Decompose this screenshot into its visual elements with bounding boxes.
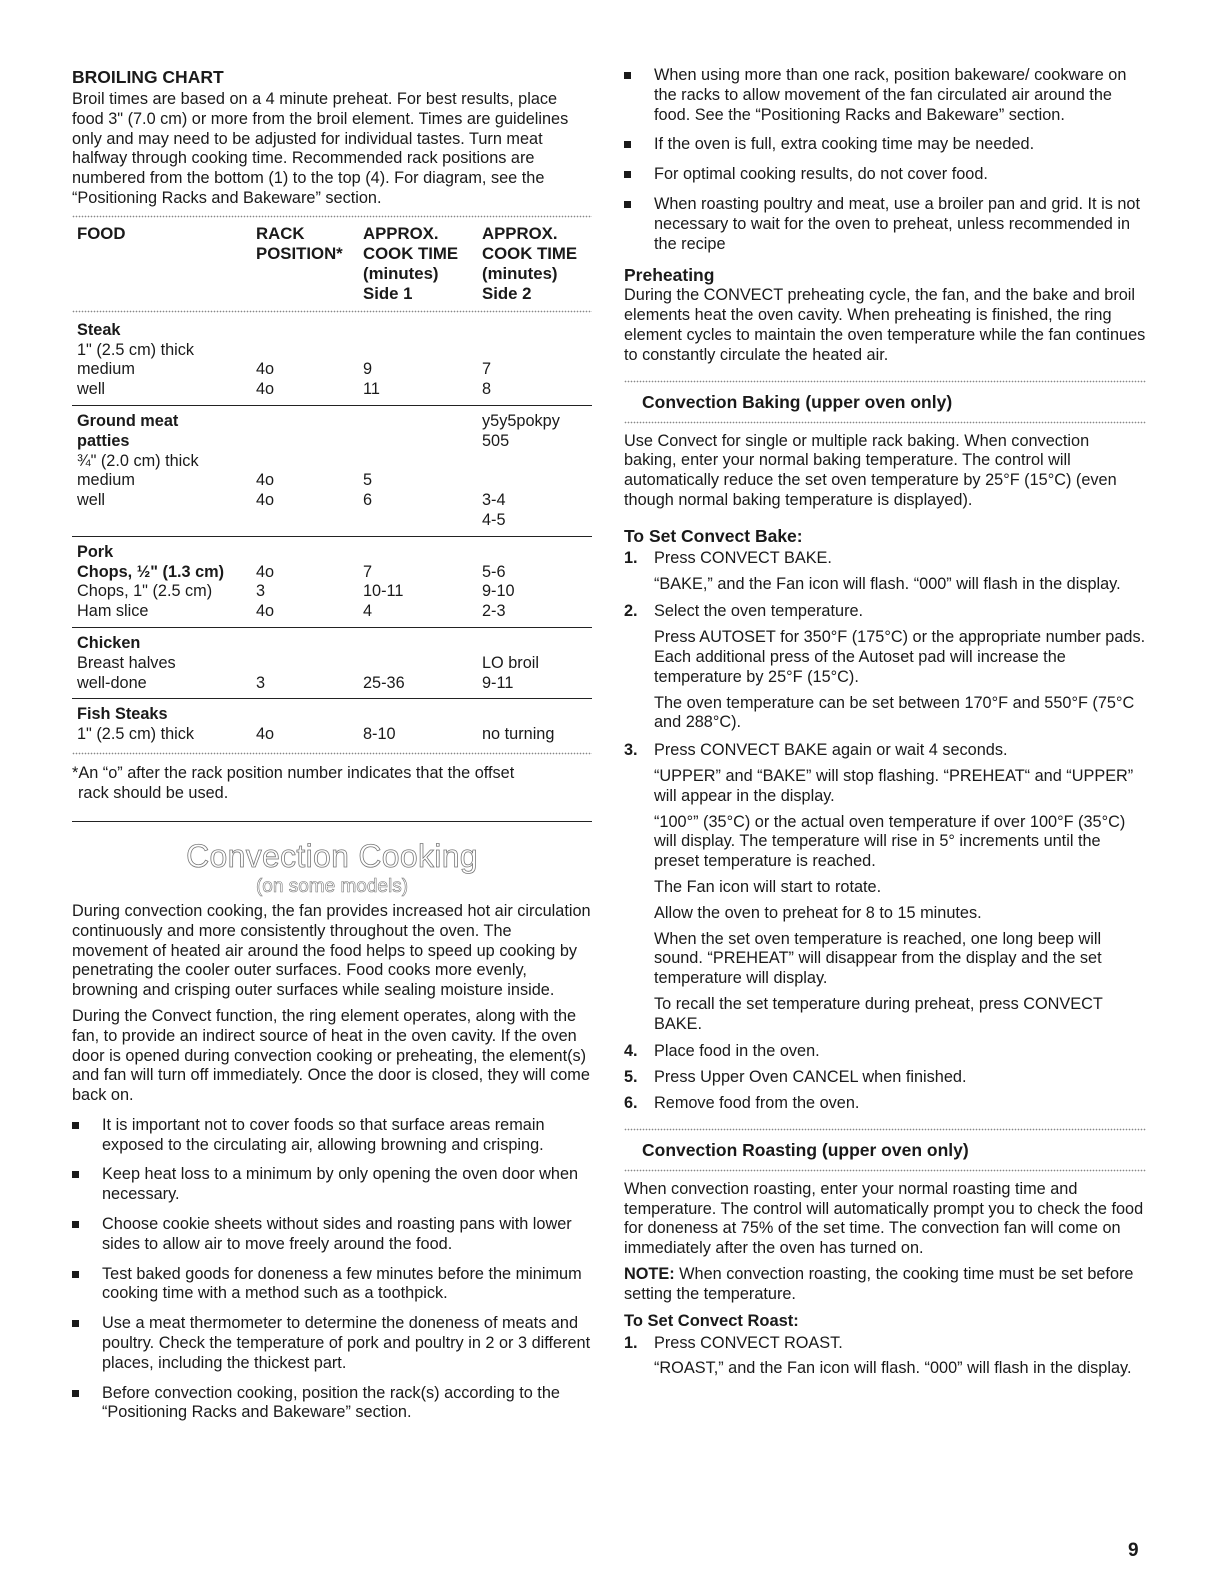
group-fish — [72, 699, 592, 750]
list-item: Use a meat thermometer to determine the doneness of meats and poultry. Check the temperature of pork and poultry in 2 or 3 different places, including the thickest part. — [72, 1314, 592, 1373]
convection-baking-title: Convection Baking (upper oven only) — [642, 391, 953, 412]
convection-cooking-subtitle: (on some models) — [255, 875, 409, 897]
page-number: 9 — [1128, 1540, 1139, 1561]
list-item: 3. Press CONVECT BAKE again or wait 4 seconds. “UPPER” and “BAKE” will stop flashing. “PREHEAT“ and “UPPER” will appear in the display. “100°” (35°C) or the actual oven temperature if over 100°F (35°C) will display. The temperature will rise in 5° increments until the preset temperature is reached. The Fan icon will start to rotate. Allow the oven to preheat for 8 to 15 minutes. When the set oven temperature is reached, one long beep will sound. “PREHEAT” will disappear from the display and the set temperature will display. To recall the set temperature during preheat, press CONVECT BAKE. — [624, 741, 1134, 1033]
convect-roast-steps — [624, 1334, 1146, 1380]
table-footnote: *An “o” after the rack position number indicates that the offset rack should be used. — [72, 763, 515, 802]
table-row: 4-5 — [482, 510, 506, 529]
table-row: Ground meat y5y5pokpy — [77, 411, 560, 430]
bullet-icon — [624, 141, 631, 148]
preheating-title: Preheating — [624, 265, 715, 286]
table-row: well-done 3 25-36 9-11 — [77, 673, 514, 692]
table-header — [72, 220, 592, 308]
table-row: 1" (2.5 cm) thick 4o 8-10 no turning — [77, 725, 555, 744]
table-row: well 4o 11 8 — [77, 380, 492, 399]
divider — [72, 310, 592, 313]
broiling-table — [72, 215, 592, 755]
bullet-icon — [624, 201, 631, 208]
table-row: patties 505 — [77, 431, 510, 450]
list-item: When using more than one rack, position bakeware/ cookware on the racks to allow movement of the fan circulated air around the food. See the “Positioning Racks and Bakeware” section. — [624, 66, 1146, 125]
divider — [624, 421, 1146, 424]
convection-tips-list-continued — [624, 66, 1146, 254]
right-column — [624, 66, 1146, 1379]
divider — [72, 752, 592, 755]
bullet-icon — [72, 1171, 79, 1178]
list-item: 5. Press Upper Oven CANCEL when finished. — [624, 1068, 967, 1087]
bullet-icon — [72, 1271, 79, 1278]
group-steak — [72, 315, 592, 405]
bullet-icon — [72, 1122, 79, 1129]
divider — [624, 380, 1146, 383]
list-item: 2. Select the oven temperature. Press AUTOSET for 350°F (175°C) or the appropriate number pads. Each additional press of the Autoset pad will increase the temperature by 25°F (15°C). The oven temperature can be set between 170°F and 550°F (75°C and 288°C). — [624, 602, 1146, 732]
table-row: well 4o 6 3-4 — [77, 491, 506, 510]
list-item: 6. Remove food from the oven. — [624, 1094, 860, 1113]
convection-roasting-title: Convection Roasting (upper oven only) — [642, 1139, 969, 1160]
broiling-chart-title: BROILING CHART — [72, 67, 224, 87]
convect-bake-steps — [624, 549, 1146, 1114]
group-title: Steak — [77, 320, 121, 339]
table-row: Chops, ½" (1.3 cm) 4o 7 5-6 — [77, 562, 506, 581]
bullet-icon — [624, 171, 631, 178]
header-rack: RACK POSITION* — [256, 223, 343, 263]
convection-paragraph-1: During convection cooking, the fan provides increased hot air circulation continuously and more consistently throughout the oven. The movement of heated air around the food helps to speed up cooking by penetrating the cooler outer surfaces. Food cooks more evenly, browning and crisping outer surfaces while sealing moisture inside. — [72, 901, 591, 1000]
table-row: ¾" (2.0 cm) thick — [77, 451, 199, 470]
set-convect-roast-title: To Set Convect Roast: — [624, 1311, 799, 1330]
list-item: When roasting poultry and meat, use a broiler pan and grid. It is not necessary to wait for the oven to preheat, unless recommended in the recipe — [624, 195, 1146, 254]
table-row: medium 4o 5 — [77, 471, 373, 490]
group-title: Chicken — [77, 633, 141, 652]
header-side1: APPROX. COOK TIME (minutes) Side 1 — [363, 223, 459, 303]
divider — [72, 821, 592, 822]
list-item: Choose cookie sheets without sides and roasting pans with lower sides to allow air to move freely around the food. — [72, 1215, 592, 1255]
roasting-note: NOTE: When convection roasting, the cooking time must be set before setting the temperature. — [624, 1265, 1134, 1303]
bullet-icon — [72, 1320, 79, 1327]
table-row: Ham slice 4o 4 2-3 — [77, 602, 506, 621]
divider — [624, 1169, 1146, 1172]
list-item: For optimal cooking results, do not cover food. — [624, 165, 1146, 185]
broiling-intro: Broil times are based on a 4 minute preheat. For best results, place food 3" (7.0 cm) or more from the broil element. Times are guidelines only and may need to be adjusted for individual tastes. Turn meat halfway through cooking time. Recommended rack positions are numbered from the bottom (1) to the top (4). For diagram, see the “Positioning Racks and Bakeware” section. — [72, 90, 569, 207]
group-pork — [72, 537, 592, 627]
table-row: 1" (2.5 cm) thick — [77, 340, 195, 359]
list-item: It is important not to cover foods so that surface areas remain exposed to the circulating air, allowing browning and crisping. — [72, 1116, 592, 1156]
convection-cooking-title: Convection Cooking — [186, 837, 478, 874]
divider — [72, 215, 592, 218]
divider — [624, 1128, 1146, 1131]
group-chicken — [72, 628, 592, 698]
header-food: FOOD — [77, 223, 126, 243]
convection-tips-list — [72, 1116, 592, 1423]
set-convect-bake-title: To Set Convect Bake: — [624, 525, 803, 546]
preheating-text: During the CONVECT preheating cycle, the fan, and the bake and broil elements heat the oven cavity. When preheating is finished, the ring element cycles to maintain the oven temperature while the fan continues to constantly circulate the heated air. — [624, 286, 1146, 364]
list-item: 4. Place food in the oven. — [624, 1042, 820, 1061]
list-item: Before convection cooking, position the rack(s) according to the “Positioning Racks and Bakeware” section. — [72, 1384, 592, 1424]
header-side2: APPROX. COOK TIME (minutes) Side 2 — [482, 223, 578, 303]
list-item: 1. Press CONVECT BAKE. “BAKE,” and the Fan icon will flash. “000” will flash in the display. — [624, 548, 1121, 593]
convection-paragraph-2: During the Convect function, the ring element operates, along with the fan, to provide an indirect source of heat in the oven cavity. If the oven door is opened during convection cooking or preheating, the element(s) and fan will turn off immediately. Once the door is closed, they will come back on. — [72, 1006, 590, 1105]
bullet-icon — [72, 1221, 79, 1228]
list-item: 1. Press CONVECT ROAST. “ROAST,” and the Fan icon will flash. “000” will flash in the display. — [624, 1333, 1132, 1378]
list-item: Keep heat loss to a minimum by only opening the oven door when necessary. — [72, 1165, 592, 1205]
group-title: Pork — [77, 542, 114, 561]
table-row: Breast halves LO broil — [77, 653, 540, 672]
table-row: medium 4o 9 7 — [77, 360, 492, 379]
bullet-icon — [624, 72, 631, 79]
convection-roasting-text: When convection roasting, enter your normal roasting time and temperature. The control will automatically prompt you to check the food for doneness at 75% of the set time. The convection fan will come on immediately after the oven has turned on. — [624, 1179, 1144, 1258]
list-item: Test baked goods for doneness a few minutes before the minimum cooking time with a method such as a toothpick. — [72, 1265, 592, 1305]
group-ground-meat — [72, 406, 592, 536]
table-row: Chops, 1" (2.5 cm) 3 10-11 9-10 — [77, 582, 515, 601]
group-title: Fish Steaks — [77, 705, 168, 724]
bullet-icon — [72, 1390, 79, 1397]
left-column — [72, 66, 592, 1433]
list-item: If the oven is full, extra cooking time may be needed. — [624, 135, 1146, 155]
convection-baking-text: Use Convect for single or multiple rack baking. When convection baking, enter your normal baking temperature. The control will automatically reduce the set oven temperature by 25°F (15°C) (even though normal baking temperature is displayed). — [624, 431, 1117, 509]
